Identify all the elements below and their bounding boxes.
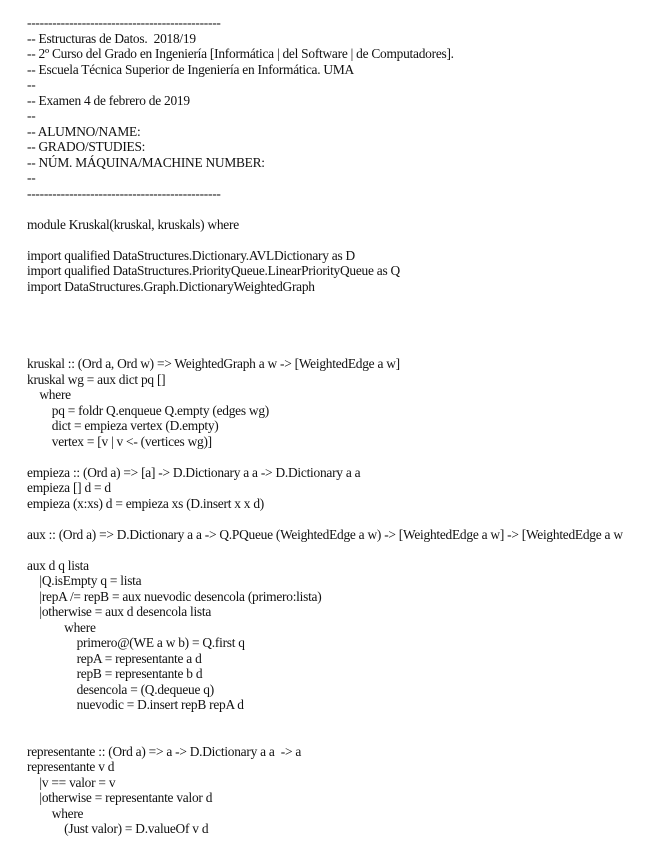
text-line: -- ALUMNO/NAME: [27, 123, 141, 139]
text-line: (Just valor) = D.valueOf v d [27, 821, 209, 836]
text-line: module Kruskal(kruskal, kruskals) where [27, 216, 239, 232]
text-line: |v == valor = v [27, 774, 116, 790]
text-line: -- [27, 77, 36, 92]
text-line: kruskal :: (Ord a, Ord w) => WeightedGraph a w -> [WeightedEdge a w] [27, 356, 400, 371]
text-line: aux :: (Ord a) => D.Dictionary a a -> Q.PQueue (WeightedEdge a w) -> [WeightedEdge a w] -> [WeightedEdge a w [27, 526, 623, 542]
text-line: -- Estructuras de Datos. 2018/19 [27, 30, 196, 46]
text-line: |otherwise = aux d desencola lista [27, 604, 212, 619]
text-line: pq = foldr Q.enqueue Q.empty (edges wg) [27, 402, 269, 418]
text-line: import DataStructures.Graph.DictionaryWeightedGraph [27, 278, 315, 294]
text-line: vertex = [v | v <- (vertices wg)] [27, 433, 212, 449]
text-line: representante :: (Ord a) => a -> D.Dictionary a a -> a [27, 743, 302, 759]
text-line: kruskal wg = aux dict pq [] [27, 371, 166, 387]
text-line: |otherwise = representante valor d [27, 790, 213, 805]
text-line: |repA /= repB = aux nuevodic desencola (primero:lista) [27, 588, 322, 604]
text-line: primero@(WE a w b) = Q.first q [27, 635, 245, 650]
text-line: -- NÚM. MÁQUINA/MACHINE NUMBER: [27, 154, 265, 170]
text-line: ---------------------------------------------- [27, 15, 221, 30]
text-line: empieza (x:xs) d = empieza xs (D.insert x x d) [27, 495, 265, 511]
text-line: -- [27, 170, 36, 185]
text-line: representante v d [27, 759, 115, 774]
text-line: nuevodic = D.insert repB repA d [27, 697, 244, 712]
text-line: |Q.isEmpty q = lista [27, 573, 142, 588]
text-line: -- Examen 4 de febrero de 2019 [27, 92, 190, 108]
text-line: where [27, 387, 71, 402]
text-line: where [27, 805, 84, 821]
text-line: -- 2º Curso del Grado en Ingeniería [Informática | del Software | de Computadores]. [27, 46, 454, 61]
text-line: dict = empieza vertex (D.empty) [27, 418, 219, 433]
text-line: where [27, 619, 96, 635]
text-line: -- GRADO/STUDIES: [27, 139, 146, 154]
text-line: empieza :: (Ord a) => [a] -> D.Dictionary a a -> D.Dictionary a a [27, 464, 361, 480]
text-line: repB = representante b d [27, 666, 203, 681]
text-line: repA = representante a d [27, 650, 202, 666]
text-line: aux d q lista [27, 557, 89, 573]
text-line: import qualified DataStructures.Dictionary.AVLDictionary as D [27, 247, 355, 263]
text-line: -- [27, 108, 36, 123]
text-line: import qualified DataStructures.PriorityQueue.LinearPriorityQueue as Q [27, 263, 400, 278]
text-line: empieza [] d = d [27, 480, 111, 495]
text-line: -- Escuela Técnica Superior de Ingeniería en Informática. UMA [27, 61, 354, 77]
text-line: ---------------------------------------------- [27, 185, 221, 201]
text-line: desencola = (Q.dequeue q) [27, 681, 214, 697]
